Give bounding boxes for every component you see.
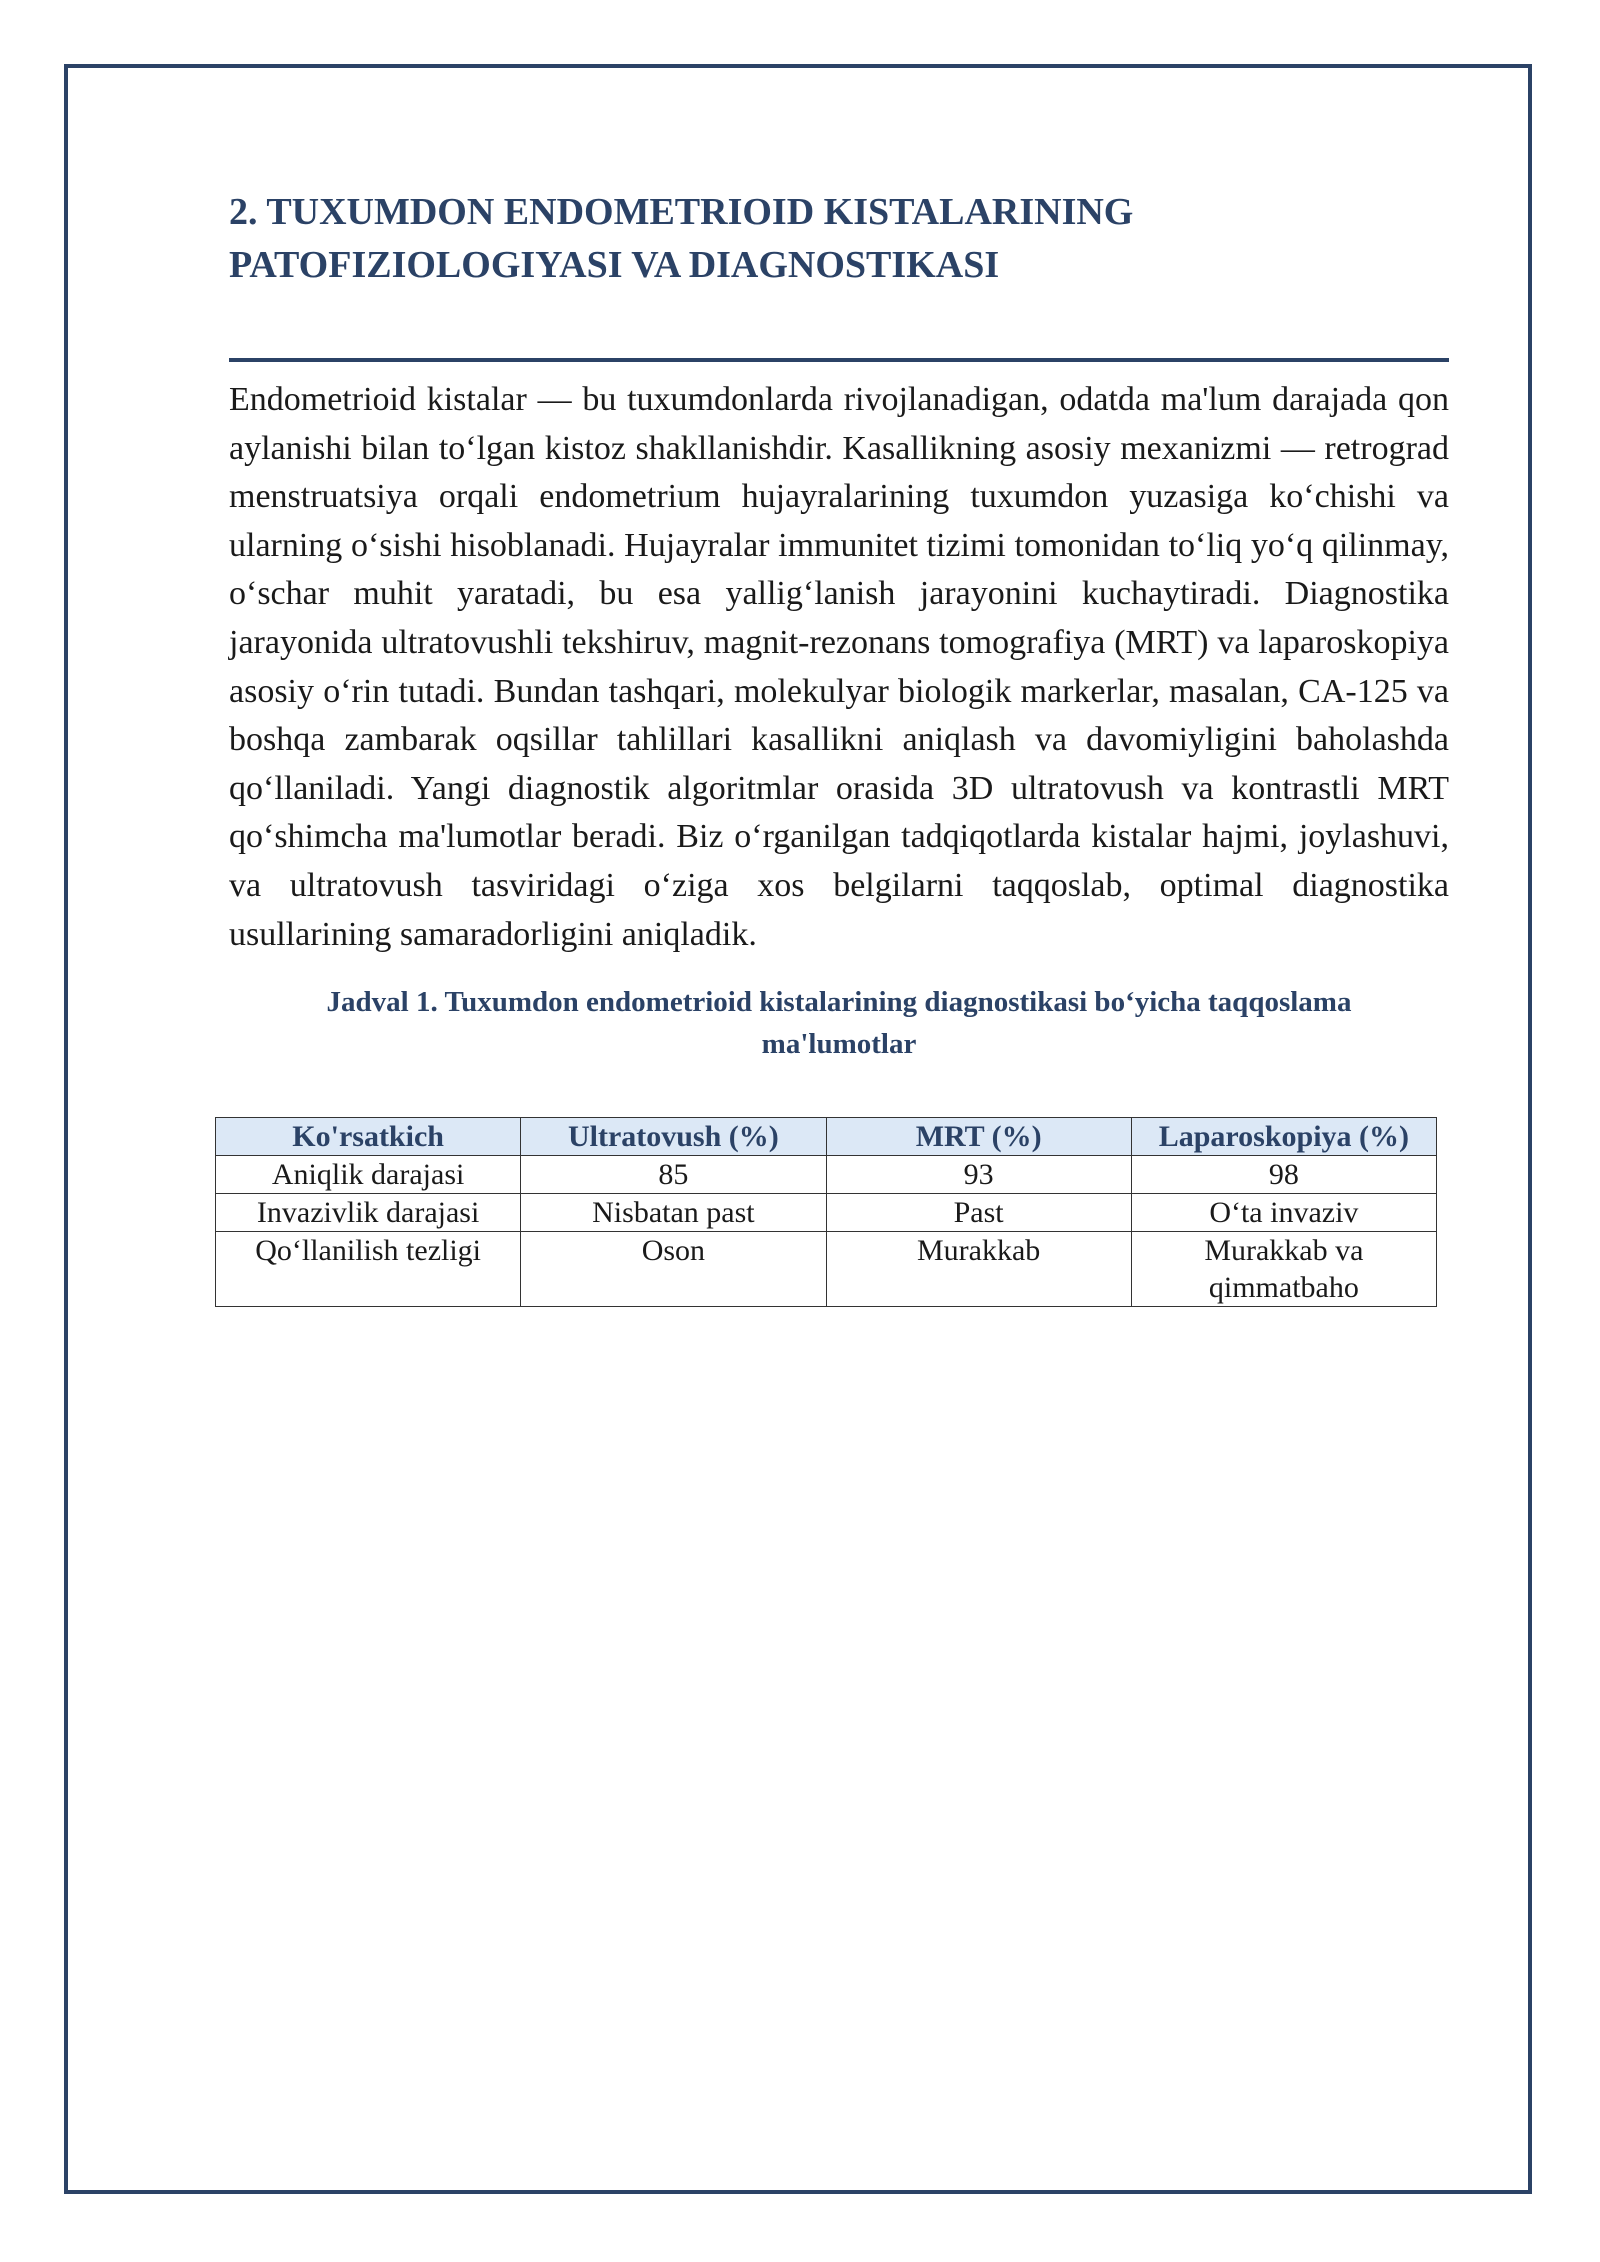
table-header-cell: Laparoskopiya (%) bbox=[1131, 1118, 1436, 1156]
section-heading-line: PATOFIZIOLOGIYASI VA DIAGNOSTIKASI bbox=[229, 244, 1000, 286]
table-row bbox=[216, 1232, 1437, 1307]
table-cell: 93 bbox=[826, 1156, 1131, 1194]
table-cell: Murakkab bbox=[826, 1232, 1131, 1307]
table-cell: Aniqlik darajasi bbox=[216, 1156, 521, 1194]
section-content bbox=[229, 186, 1449, 1065]
table-header-cell: MRT (%) bbox=[826, 1118, 1131, 1156]
table-cell: Murakkab va qimmatbaho bbox=[1131, 1232, 1436, 1307]
table-caption bbox=[229, 981, 1449, 1065]
table-cell: Nisbatan past bbox=[521, 1194, 826, 1232]
comparison-table bbox=[215, 1117, 1437, 1307]
table-cell: 98 bbox=[1131, 1156, 1436, 1194]
section-heading bbox=[229, 186, 1449, 292]
table-cell: 85 bbox=[521, 1156, 826, 1194]
table-cell: Oson bbox=[521, 1232, 826, 1307]
table-caption-line: Jadval 1. Tuxumdon endometrioid kistalarining diagnostikasi bo‘yicha taqqoslama bbox=[326, 986, 1352, 1019]
table-cell: O‘ta invaziv bbox=[1131, 1194, 1436, 1232]
table-cell: Past bbox=[826, 1194, 1131, 1232]
table-row bbox=[216, 1156, 1437, 1194]
table-header-cell: Ko'rsatkich bbox=[216, 1118, 521, 1156]
table-header-cell: Ultratovush (%) bbox=[521, 1118, 826, 1156]
section-heading-line: 2. TUXUMDON ENDOMETRIOID KISTALARINING bbox=[229, 191, 1134, 233]
table-caption-line: ma'lumotlar bbox=[761, 1028, 917, 1061]
table-header-row bbox=[216, 1118, 1437, 1156]
body-paragraph: Endometrioid kistalar — bu tuxumdonlarda rivojlanadigan, odatda ma'lum darajada qon aylanishi bilan to‘lgan kistoz shakllanishdir. Kasallikning asosiy mexanizmi — retrograd menstruatsiya orqali endometrium hujayralarining tuxumdon yuzasiga ko‘chishi va ularning o‘sishi hisoblanadi. Hujayralar immunitet tizimi tomonidan to‘liq yo‘q qilinmay, o‘schar muhit yaratadi, bu esa yallig‘lanish jarayonini kuchaytiradi. Diagnostika jarayonida ultratovushli tekshiruv, magnit-rezonans tomografiya (MRT) va laparoskopiya asosiy o‘rin tutadi. Bundan tashqari, molekulyar biologik markerlar, masalan, CA-125 va boshqa zambarak oqsillar tahlillari kasallikni aniqlash va davomiyligini baholashda qo‘llaniladi. Yangi diagnostik algoritmlar orasida 3D ultratovush va kontrastli MRT qo‘shimcha ma'lumotlar beradi. Biz o‘rganilgan tadqiqotlarda kistalar hajmi, joylashuvi, va ultratovush tasviridagi o‘ziga xos belgilarni taqqoslab, optimal diagnostika usullarining samaradorligini aniqladik. bbox=[229, 381, 1449, 953]
table-row bbox=[216, 1194, 1437, 1232]
heading-divider bbox=[229, 358, 1449, 362]
table-cell: Qo‘llanilish tezligi bbox=[216, 1232, 521, 1307]
table-cell: Invazivlik darajasi bbox=[216, 1194, 521, 1232]
